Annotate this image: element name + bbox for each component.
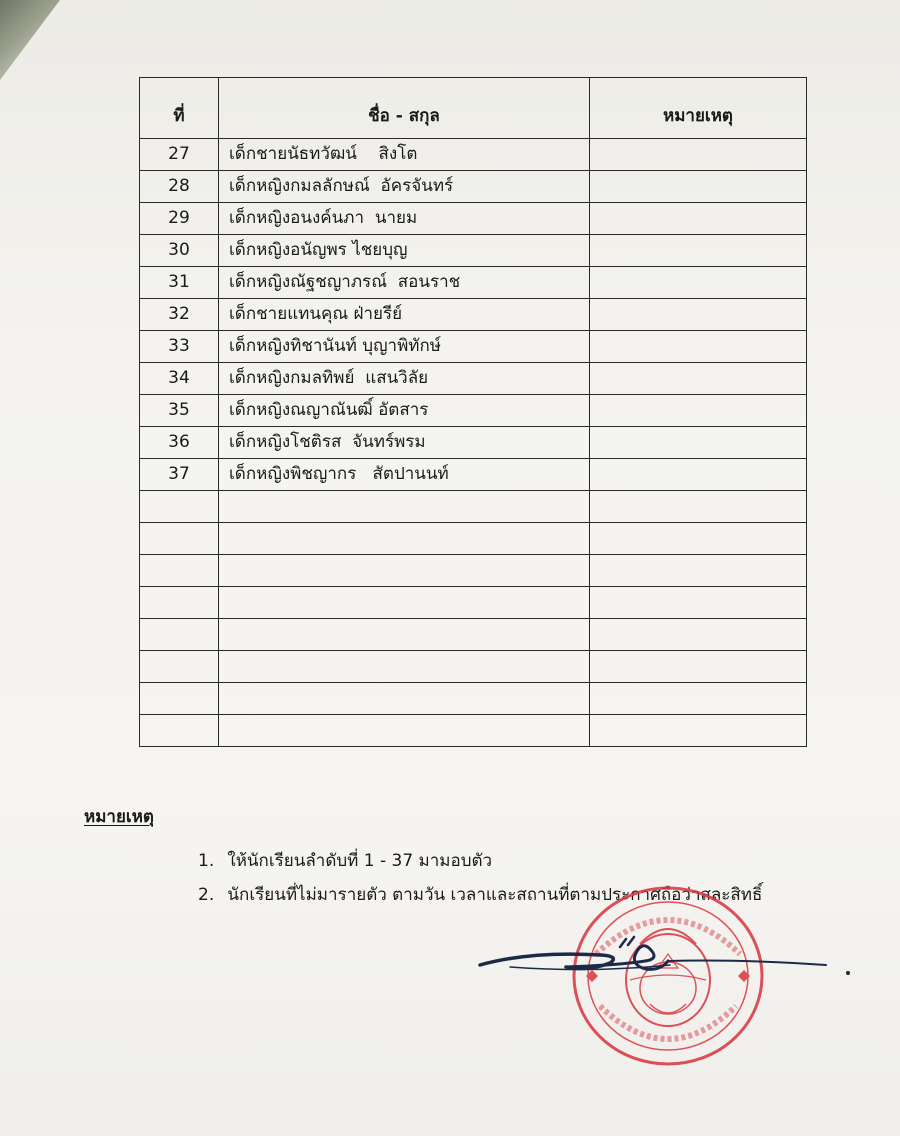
student-name: เด็กชายนัธทวัฒน์ สิงโต [219,139,590,171]
row-remark [590,299,807,331]
row-remark [590,715,807,747]
student-name [219,523,590,555]
row-number [140,619,219,651]
row-number [140,683,219,715]
table-row [140,491,807,523]
student-name [219,491,590,523]
table-row [140,267,807,299]
student-name [219,555,590,587]
note-number: 2. [198,885,215,905]
row-number: 33 [140,331,219,363]
header-name: ชื่อ - สกุล [219,78,590,139]
row-remark [590,331,807,363]
student-name: เด็กหญิงณัฐชญาภรณ์ สอนราช [219,267,590,299]
table-row [140,683,807,715]
student-name: เด็กหญิงพิชญากร สัตปานนท์ [219,459,590,491]
row-number [140,555,219,587]
student-name: เด็กหญิงอนงค์นภา นายม [219,203,590,235]
student-name: เด็กหญิงกมลลักษณ์ อัครจันทร์ [219,171,590,203]
row-number: 36 [140,427,219,459]
row-remark [590,171,807,203]
row-number: 32 [140,299,219,331]
row-number [140,587,219,619]
student-name [219,715,590,747]
row-remark [590,523,807,555]
row-remark [590,235,807,267]
row-remark [590,587,807,619]
note-item [198,844,824,878]
table-row [140,171,807,203]
row-number: 28 [140,171,219,203]
table-row [140,555,807,587]
note-text: ให้นักเรียนลำดับที่ 1 - 37 มามอบตัว [227,851,493,871]
row-number [140,523,219,555]
note-number: 1. [198,851,215,871]
row-remark [590,491,807,523]
row-number [140,491,219,523]
row-remark [590,395,807,427]
table-row [140,331,807,363]
row-number: 35 [140,395,219,427]
table-row [140,651,807,683]
note-text: นักเรียนที่ไม่มารายตัว ตามวัน เวลาและสถานที่ตามประกาศถือว่าสละสิทธิ์ [227,885,763,905]
header-number: ที่ [140,78,219,139]
row-remark [590,203,807,235]
student-name: เด็กหญิงอนัญพร ไชยบุญ [219,235,590,267]
row-number: 30 [140,235,219,267]
header-remark: หมายเหตุ [590,78,807,139]
row-remark [590,427,807,459]
student-roster-table [139,77,807,747]
student-name [219,683,590,715]
student-name [219,619,590,651]
row-number: 37 [140,459,219,491]
row-remark [590,555,807,587]
student-name: เด็กชายแทนคุณ ฝ่ายรีย์ [219,299,590,331]
row-remark [590,651,807,683]
table-body [140,139,807,747]
table-row [140,587,807,619]
student-name: เด็กหญิงโชติรส จันทร์พรม [219,427,590,459]
row-number [140,651,219,683]
row-remark [590,619,807,651]
table-row [140,363,807,395]
row-remark [590,139,807,171]
notes-title: หมายเหตุ [84,807,154,827]
row-remark [590,683,807,715]
table-row [140,139,807,171]
table-row [140,523,807,555]
row-remark [590,459,807,491]
student-name: เด็กหญิงกมลทิพย์ แสนวิลัย [219,363,590,395]
row-number: 27 [140,139,219,171]
table-row [140,715,807,747]
student-name: เด็กหญิงณญาณันฒิ์ อัตสาร [219,395,590,427]
page-corner-shadow [0,0,60,80]
row-number: 34 [140,363,219,395]
table-row [140,619,807,651]
table-row [140,203,807,235]
handwritten-signature [470,925,860,995]
student-name [219,651,590,683]
student-name [219,587,590,619]
row-number: 31 [140,267,219,299]
table-row [140,395,807,427]
student-name: เด็กหญิงทิชานันท์ บุญาพิทักษ์ [219,331,590,363]
row-number [140,715,219,747]
row-remark [590,267,807,299]
row-number: 29 [140,203,219,235]
row-remark [590,363,807,395]
table-row [140,235,807,267]
table-header-row [140,78,807,139]
table-row [140,427,807,459]
table-row [140,299,807,331]
table-row [140,459,807,491]
